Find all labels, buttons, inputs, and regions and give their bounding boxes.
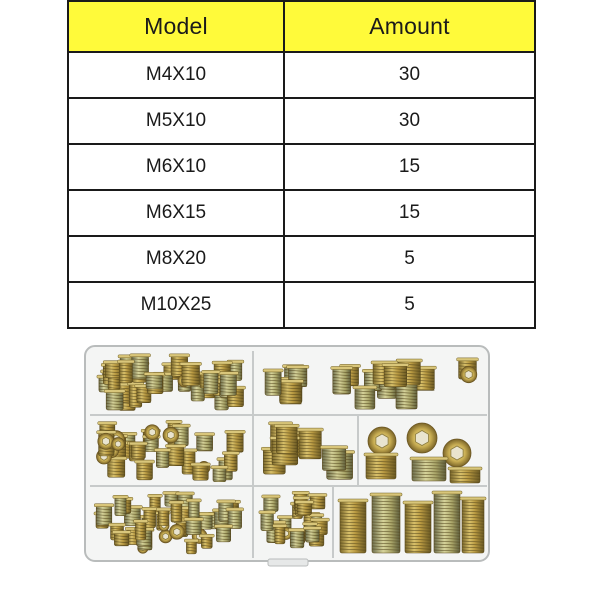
threaded-insert (304, 527, 322, 543)
insert-hex-head (163, 427, 179, 443)
cell-model: M4X10 (68, 52, 284, 98)
insert-hex-head (443, 439, 471, 467)
cell-amount: 30 (284, 98, 535, 144)
insert-hex-head (169, 524, 184, 539)
threaded-insert (117, 360, 134, 383)
threaded-insert (214, 525, 232, 542)
product-photo (82, 343, 494, 568)
table-header-row (68, 1, 535, 52)
threaded-insert (353, 386, 377, 409)
insert-hex-head (407, 423, 437, 453)
threaded-insert (195, 433, 215, 451)
cell-model: M8X20 (68, 236, 284, 282)
threaded-insert (370, 493, 402, 553)
threaded-insert (112, 531, 130, 546)
header-model: Model (68, 1, 284, 52)
threaded-insert (295, 501, 313, 515)
threaded-insert (154, 448, 171, 467)
threaded-insert (135, 460, 155, 480)
cell-model: M6X10 (68, 144, 284, 190)
spec-table (67, 0, 536, 329)
threaded-insert (278, 380, 304, 404)
threaded-insert (403, 501, 433, 553)
threaded-insert (448, 467, 482, 483)
header-amount: Amount (284, 1, 535, 52)
threaded-insert (156, 508, 171, 526)
table-row (68, 236, 535, 282)
threaded-insert (382, 363, 409, 386)
threaded-insert (191, 463, 211, 480)
threaded-insert (259, 511, 276, 531)
threaded-insert (218, 372, 238, 396)
threaded-insert (144, 372, 164, 389)
table-row (68, 52, 535, 98)
box-latch (268, 559, 308, 566)
threaded-insert (273, 524, 287, 544)
threaded-insert (184, 539, 198, 554)
threaded-insert (129, 442, 147, 459)
insert-hex-head (112, 438, 125, 451)
threaded-insert (199, 534, 214, 548)
insert-organizer-box (82, 343, 494, 568)
threaded-insert (320, 446, 347, 471)
threaded-insert (113, 495, 128, 515)
threaded-insert (432, 491, 462, 553)
threaded-insert (169, 501, 184, 522)
insert-hex-head (145, 425, 160, 440)
threaded-insert (104, 390, 125, 410)
threaded-insert (297, 428, 323, 459)
table-row (68, 98, 535, 144)
threaded-insert (364, 453, 398, 479)
threaded-insert (331, 366, 353, 394)
threaded-insert (211, 466, 228, 482)
cell-model: M10X25 (68, 282, 284, 328)
threaded-insert (338, 499, 368, 553)
cell-model: M5X10 (68, 98, 284, 144)
threaded-insert (410, 457, 448, 481)
threaded-insert (460, 497, 486, 553)
insert-hex-head (461, 366, 477, 382)
table-row (68, 190, 535, 236)
threaded-insert (180, 362, 202, 385)
cell-amount: 5 (284, 282, 535, 328)
cell-amount: 15 (284, 144, 535, 190)
threaded-insert (184, 518, 203, 535)
cell-amount: 5 (284, 236, 535, 282)
cell-amount: 15 (284, 190, 535, 236)
insert-hex-head (368, 427, 396, 455)
threaded-insert (134, 520, 148, 540)
threaded-insert (274, 424, 299, 453)
threaded-insert (202, 370, 220, 394)
cell-amount: 30 (284, 52, 535, 98)
threaded-insert (187, 499, 202, 518)
cell-model: M6X15 (68, 190, 284, 236)
threaded-insert (288, 528, 306, 547)
threaded-insert (262, 495, 280, 512)
insert-hex-head (98, 433, 114, 449)
table-row (68, 282, 535, 328)
table-row (68, 144, 535, 190)
threaded-insert (263, 369, 283, 395)
threaded-insert (225, 430, 245, 452)
threaded-insert (94, 504, 114, 526)
